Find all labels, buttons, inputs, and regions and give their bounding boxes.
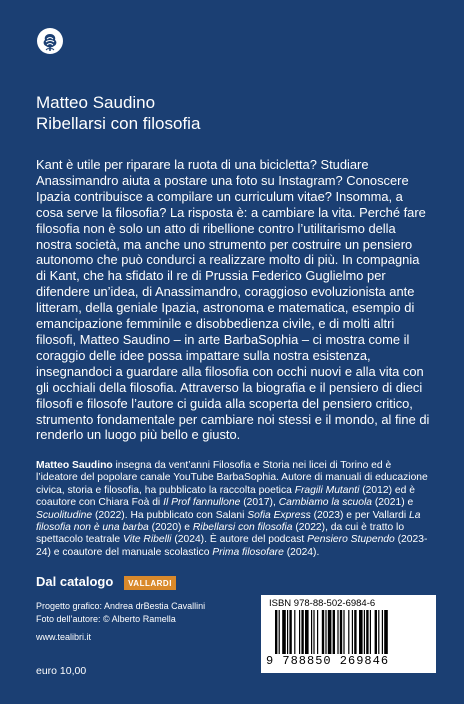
barcode-box (261, 595, 436, 673)
isbn-number: ISBN 978-88-502-6984-6 (269, 598, 376, 609)
synopsis-text: Kant è utile per riparare la ruota di una bicicletta? Studiare Anassimandro aiuta a postare una foto su Instagram? Conoscere Ipazia contribuisce a compilare un curriculum vitae? Insomma, a cosa serve la filosofia? La risposta è: a cambiare la vita. Perché fare filosofia non è solo un atto di ribellione contro l’utilitarismo della nostra società, ma anche uno strumento per costruire un pensiero autonomo che può condurci a realizzare molto di più. In compagnia di Kant, che ha sfidato il re di Prussia Federico Guglielmo per difendere un’idea, di Anassimandro, coraggioso evoluzionista ante litteram, della geniale Ipazia, astronoma e matematica, esempio di emancipazione femminile e disobbedienza civile, e di molti altri filosofi, Matteo Saudino – in arte BarbaSophia – ci mostra come il coraggio delle idee possa impattare sulla nostra esistenza, insegnandoci a guardare alla filosofia con occhi nuovi e alla vita con gli occhiali della filosofia. Attraverso la biografia e il pensiero di dieci filosofi e filosofe l’autore ci guida alla scoperta del pensiero critico, strumento fondamentale per cambiare noi stessi e il mondo, al fine di renderlo un luogo più bello e giusto. (36, 157, 430, 443)
photo-credit: Foto dell’autore: © Alberto Ramella (36, 613, 176, 624)
rose-emblem-icon (36, 27, 64, 55)
credits (36, 600, 205, 625)
barcode-icon (275, 610, 425, 654)
barcode-digits: 9 788850 269846 (266, 654, 390, 668)
catalog-label: Dal catalogo (36, 574, 114, 589)
publisher-logo (124, 576, 176, 590)
book-title: Ribellarsi con filosofia (36, 114, 201, 133)
author-bio: Matteo Saudino insegna da vent’anni Filosofia e Storia nei licei di Torino ed è l’ideatore del popolare canale YouTube BarbaSophia. Autore di manuali di educazione civica, storia e filosofia, ha pubblicato la raccolta poetica Fragili Mutanti (2012) ed è coautore con Chiara Foà di Il Prof fannullone (2017), Cambiamo la scuola (2021) e Scuolitudine (2022). Ha pubblicato con Salani Sofia Express (2023) e per Vallardi La filosofia non è una barba (2020) e Ribellarsi con filosofia (2022), da cui è tratto lo spettacolo teatrale Vite Ribelli (2024). È autore del podcast Pensiero Stupendo (2023-24) e coautore del manuale scolastico Prima filosofare (2024). (36, 460, 428, 558)
website-url: www.tealibri.it (36, 632, 92, 642)
publisher-logo-text: VALLARDI (128, 578, 172, 588)
price: euro 10,00 (36, 665, 87, 677)
author-name: Matteo Saudino (36, 93, 156, 112)
bio-author-name: Matteo Saudino (36, 460, 113, 471)
design-credit: Progetto grafico: Andrea drBestia Cavallini (36, 601, 206, 611)
